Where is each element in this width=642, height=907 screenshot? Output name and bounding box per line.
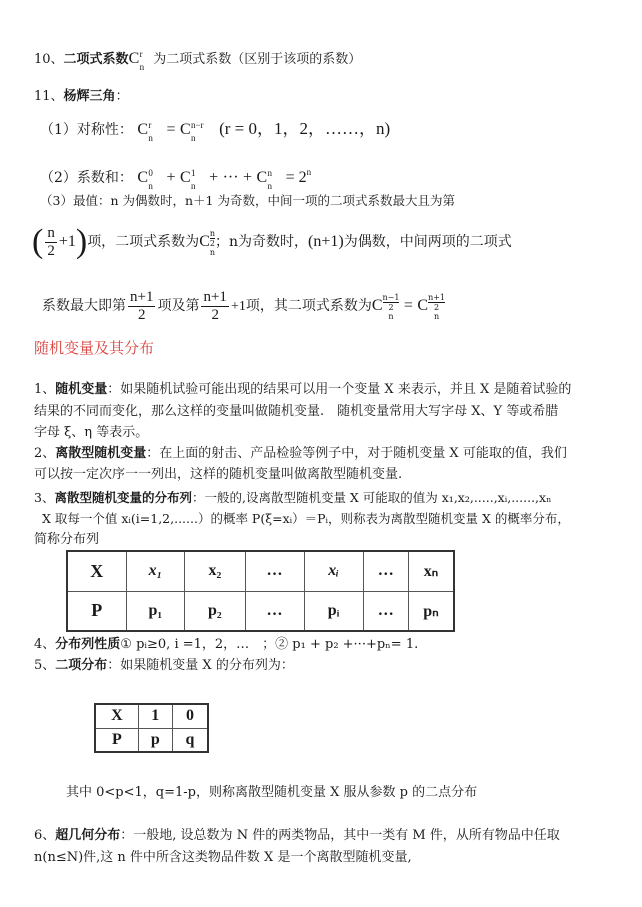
- def-6-line-1: 6、超几何分布：一般地, 设总数为 N 件的两类物品，其中一类有 M 件，从所有物品中任取: [34, 828, 560, 843]
- text-segment: ；n为奇数时，: [215, 234, 309, 250]
- def-6-title: 超几何分布: [55, 828, 121, 843]
- plus-sign: +: [209, 169, 219, 186]
- text-segment: 系数最大即第: [42, 298, 126, 314]
- plus-one: +1: [58, 233, 76, 250]
- section-10-title: 二项式系数: [63, 52, 129, 67]
- binomial-symbol: C: [371, 297, 383, 314]
- binomial-symbol: C: [199, 233, 210, 250]
- table-cell: …: [245, 591, 304, 631]
- plus-sign: +: [243, 169, 253, 186]
- section-11-number: 11、: [34, 89, 64, 104]
- def-4-line: 4、分布列性质① pᵢ≥0, i =1，2，… ；② p₁ + p₂ +···+pₙ= 1.: [34, 637, 419, 652]
- table-cell: …: [363, 551, 408, 591]
- table-row: [95, 704, 208, 728]
- table-cell: 1: [138, 704, 172, 728]
- distribution-table: [66, 550, 455, 632]
- max-value-line-2: [32, 222, 512, 262]
- two-point-table: [94, 703, 209, 753]
- left-paren: (: [32, 223, 44, 260]
- superscript-fraction: n 2 n: [209, 229, 216, 257]
- table-cell: pₙ: [408, 591, 454, 631]
- section-11-colon: ：: [115, 89, 129, 104]
- section-10: [34, 49, 362, 72]
- max-value-line-3: [42, 286, 445, 327]
- symmetry-item: [40, 117, 390, 142]
- table-cell: p₂: [185, 591, 245, 631]
- table-cell: q: [172, 728, 208, 752]
- two-point-note: 其中 0<p<1，q=1-p，则称离散型随机变量 X 服从参数 p 的二点分布: [66, 785, 478, 800]
- text-segment: 项及第: [157, 298, 200, 314]
- def-2-line-1: 2、离散型随机变量：在上面的射击、产品检验等例子中，对于随机变量 X 可能取的值，我们: [34, 446, 567, 461]
- def-5-title: 二项分布: [55, 658, 108, 673]
- table-row: [67, 591, 454, 631]
- coef-sum-label: （2）系数和：: [40, 170, 133, 186]
- superscript-fraction: n−1 2 n: [382, 293, 400, 321]
- table-cell: P: [95, 728, 138, 752]
- n-plus-1-over-2-fraction: $\frac{n+1}{2}$: [203, 288, 227, 323]
- coef-term-n: C n n: [256, 168, 273, 191]
- coef-term-1: C 1 n: [179, 168, 196, 191]
- ellipsis: ···: [222, 169, 239, 186]
- table-cell: pᵢ: [304, 591, 363, 631]
- n-plus-1-paren: (n+1): [308, 233, 344, 250]
- table-cell: 0: [172, 704, 208, 728]
- binomial-symbol: C: [417, 297, 429, 314]
- table-row: [67, 551, 454, 591]
- section-11: [34, 88, 129, 106]
- symmetry-label: （1）对称性：: [40, 122, 133, 138]
- sum-result: = 2: [285, 169, 307, 186]
- table-cell: p₁: [126, 591, 185, 631]
- section-10-text: 为二项式系数（区别于该项的系数）: [153, 52, 362, 67]
- def-4-title: 分布列性质: [55, 637, 121, 652]
- def-2-title: 离散型随机变量: [55, 446, 147, 461]
- table-cell: xₙ: [408, 551, 454, 591]
- binomial-coef-symbol: C r n: [128, 49, 145, 72]
- def-1-line-1: 1、随机变量：如果随机试验可能出现的结果可以用一个变量 X 来表示，并且 X 是随着试验的: [34, 382, 572, 397]
- section-11-title: 杨辉三角: [63, 89, 116, 104]
- text-segment: +1项，其二项式系数为: [230, 299, 372, 314]
- def-1-line-3: 字母 ξ、η 等表示。: [34, 425, 149, 440]
- table-cell: X: [67, 551, 126, 591]
- max-value-line-1: （3）最值：n 为偶数时，n＋1 为奇数，中间一项的二项式系数最大且为第: [40, 193, 455, 208]
- sum-exponent: n: [306, 167, 312, 177]
- symmetry-lhs: C r n: [137, 120, 153, 143]
- table-cell: x₁: [126, 551, 185, 591]
- section-10-number: 10、: [34, 52, 64, 67]
- section-heading: 随机变量及其分布: [34, 339, 155, 357]
- table-cell: P: [67, 591, 126, 631]
- text-segment: 为偶数，中间两项的二项式: [343, 234, 512, 250]
- table-row: [95, 728, 208, 752]
- n-over-2-fraction: $\frac{n}{2}$: [47, 224, 55, 259]
- coef-term-0: C 0 n: [137, 168, 153, 191]
- plus-sign: +: [166, 169, 176, 186]
- table-cell: xᵢ: [304, 551, 363, 591]
- equals-sign: =: [403, 297, 413, 314]
- def-3-line-3: 简称分布列: [34, 532, 100, 547]
- symmetry-rhs: C n−r n: [179, 120, 204, 143]
- table-cell: …: [363, 591, 408, 631]
- table-cell: …: [245, 551, 304, 591]
- def-2-line-2: 可以按一定次序一一列出，这样的随机变量叫做离散型随机变量.: [34, 467, 403, 482]
- coef-sum-item: [40, 160, 311, 190]
- symmetry-range: (r = 0，1，2，……，n): [219, 119, 391, 138]
- def-1-title: 随机变量: [55, 382, 108, 397]
- def-3-line-2: X 取每一个值 xᵢ(i=1,2,......）的概率 P(ξ=xᵢ）＝Pᵢ，则称表为离散型随机变量 X 的概率分布，: [42, 511, 570, 526]
- text-segment: 项，二项式系数为: [87, 234, 200, 250]
- table-cell: x₂: [185, 551, 245, 591]
- def-3-line-1: 3、离散型随机变量的分布列：一般的,设离散型随机变量 X 可能取的值为 x₁,x₂,.....,xᵢ,......,xₙ: [34, 490, 552, 505]
- def-5-line: 5、二项分布：如果随机变量 X 的分布列为：: [34, 658, 294, 673]
- table-cell: p: [138, 728, 172, 752]
- equals-sign: =: [166, 121, 176, 138]
- def-1-line-2: 结果的不同而变化，那么这样的变量叫做随机变量. 随机变量常用大写字母 X、Y 等或希腊: [34, 404, 559, 419]
- def-3-title: 离散型随机变量的分布列: [54, 490, 192, 505]
- n-plus-1-over-2-fraction: $\frac{n+1}{2}$: [130, 288, 154, 323]
- def-6-line-2: n(n≤N)件,这 n 件中所含这类物品件数 X 是一个离散型随机变量,: [34, 850, 412, 865]
- table-cell: X: [95, 704, 138, 728]
- superscript-fraction: n+1 2 n: [428, 293, 446, 321]
- right-paren: ): [75, 223, 88, 260]
